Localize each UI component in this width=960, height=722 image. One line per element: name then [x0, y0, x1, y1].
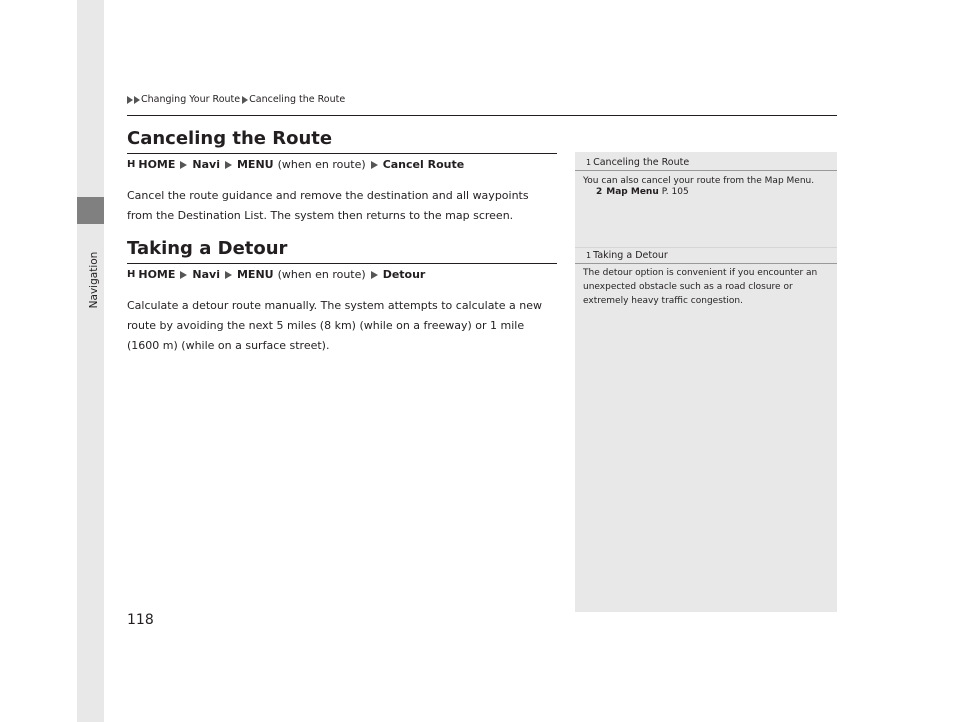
- path-navi: Navi: [192, 158, 220, 171]
- note-text-cancel: You can also cancel your route from the Map Menu.: [583, 176, 815, 186]
- section-body-cancel: Cancel the route guidance and remove the destination and all waypoints from the Destination List. The system then returns to the map screen.: [127, 189, 529, 222]
- path-menu: MENU: [236, 268, 274, 281]
- breadcrumb-part-2: Canceling the Route: [249, 94, 346, 105]
- breadcrumb-arrow-icon: [242, 96, 248, 104]
- path-note: (when en route): [277, 268, 366, 281]
- path-arrow-icon: [180, 161, 187, 169]
- note-text-detour: The detour option is convenient if you encounter an unexpected obstacle such as a road closure or extremely heavy traffic congestion.: [583, 268, 818, 306]
- breadcrumb-arrow-icon: [134, 96, 140, 104]
- side-strip: [77, 0, 104, 722]
- page-number: 118: [127, 612, 154, 628]
- reference-label: Map Menu: [606, 187, 659, 197]
- breadcrumb-arrow-icon: [127, 96, 133, 104]
- path-arrow-icon: [371, 161, 378, 169]
- menu-path-detour: [127, 268, 425, 281]
- header-rule: [127, 115, 837, 116]
- path-home: HOME: [138, 268, 176, 281]
- path-arrow-icon: [180, 271, 187, 279]
- path-note: (when en route): [277, 158, 366, 171]
- path-arrow-icon: [371, 271, 378, 279]
- home-icon: H: [127, 269, 136, 280]
- path-home: HOME: [138, 158, 176, 171]
- section-body-detour: Calculate a detour route manually. The system attempts to calculate a new route by avoiding the next 5 miles (8 km) (while on a freeway) or 1 mile (1600 m) (while on a surface street).: [127, 299, 542, 352]
- section-rule: [127, 263, 557, 264]
- reference-page: P. 105: [661, 187, 689, 197]
- note-title-cancel: [586, 157, 689, 168]
- breadcrumb-part-1: Changing Your Route: [141, 94, 241, 105]
- menu-path-cancel: [127, 158, 464, 171]
- note-reference: [596, 187, 689, 197]
- path-arrow-icon: [225, 271, 232, 279]
- reference-icon: 2: [596, 187, 603, 197]
- note-icon: 1: [586, 251, 592, 260]
- notes-column: [575, 152, 837, 612]
- path-action: Detour: [382, 268, 426, 281]
- path-menu: MENU: [236, 158, 274, 171]
- note-rule: [575, 263, 837, 264]
- note-title-text: Taking a Detour: [593, 250, 668, 261]
- note-divider: [575, 247, 837, 248]
- section-title-cancel: Canceling the Route: [127, 128, 333, 149]
- note-title-detour: [586, 250, 668, 261]
- chapter-tab: [77, 197, 104, 224]
- section-title-detour: Taking a Detour: [127, 238, 288, 259]
- note-icon: 1: [586, 158, 592, 167]
- chapter-label: Navigation: [88, 251, 100, 309]
- home-icon: H: [127, 159, 136, 170]
- breadcrumb: [127, 94, 345, 105]
- note-rule: [575, 170, 837, 171]
- path-arrow-icon: [225, 161, 232, 169]
- path-action: Cancel Route: [382, 158, 465, 171]
- path-navi: Navi: [192, 268, 220, 281]
- section-rule: [127, 153, 557, 154]
- note-title-text: Canceling the Route: [593, 157, 690, 168]
